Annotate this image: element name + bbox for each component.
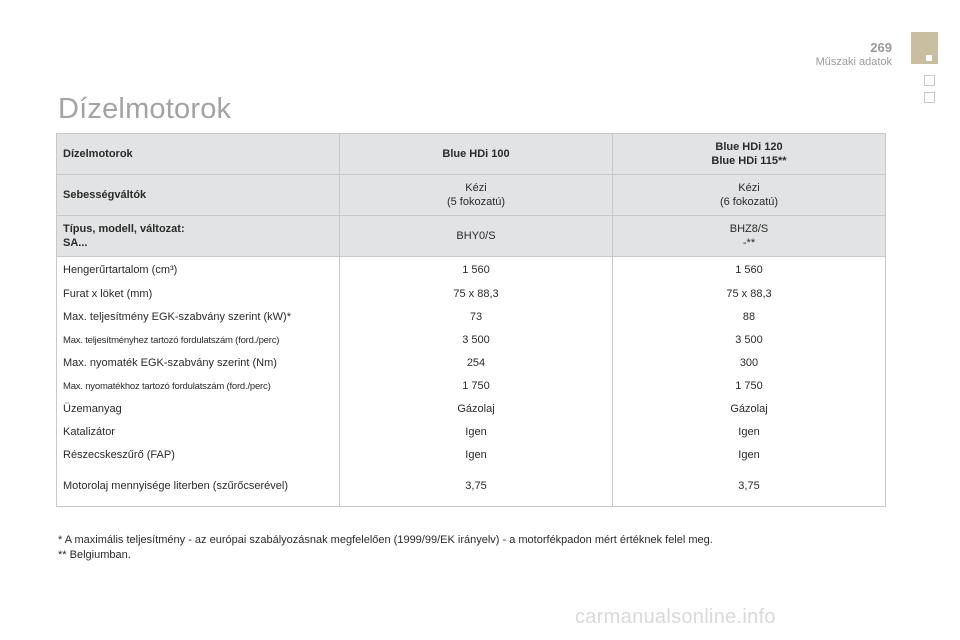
row-label: Üzemanyag — [57, 398, 340, 421]
row-value-bluehdi-120: 300 — [739, 357, 759, 369]
gearbox-bluehdi-120: Kézi (6 fokozatú) — [613, 175, 886, 216]
table-row — [57, 467, 886, 507]
row-value-bluehdi-100: 3,75 — [340, 467, 613, 507]
row-label: Max. nyomaték EGK-szabvány szerint (Nm) — [57, 352, 340, 375]
table-row — [57, 352, 886, 375]
document-title: Dízelmotorok — [58, 93, 232, 125]
gearbox-bluehdi-100: Kézi (5 fokozatú) — [340, 175, 613, 216]
row-value-bluehdi-100: 3 500 — [340, 329, 613, 352]
page-number: 269 — [870, 40, 892, 55]
row-value-bluehdi-100: 254 — [340, 352, 613, 375]
row-label: Motorolaj mennyisége literben (szűrőcserével) — [57, 467, 340, 507]
table-row — [57, 283, 886, 306]
footnote-belgium: ** Belgiumban. — [58, 549, 131, 561]
table-header-row — [57, 134, 886, 175]
row-value-bluehdi-120: Igen — [738, 449, 760, 461]
type-label: Típus, modell, változat: SA... — [57, 216, 340, 257]
table-row — [57, 375, 886, 398]
row-value-bluehdi-100: 1 560 — [340, 257, 613, 283]
row-label: Max. nyomatékhoz tartozó fordulatszám (ford./perc) — [57, 375, 340, 398]
row-value-bluehdi-120: Igen — [738, 426, 760, 438]
footnotes — [58, 533, 713, 563]
section-tab-active[interactable] — [911, 32, 938, 64]
table-row-type — [57, 216, 886, 257]
type-bluehdi-100: BHY0/S — [340, 216, 613, 257]
section-tab-3[interactable] — [924, 92, 935, 103]
diesel-spec-table — [56, 133, 886, 507]
row-label: Részecskeszűrő (FAP) — [57, 444, 340, 467]
table-row-gearbox — [57, 175, 886, 216]
row-value-bluehdi-100: 1 750 — [340, 375, 613, 398]
row-value-bluehdi-100: Gázolaj — [340, 398, 613, 421]
row-value-bluehdi-100: 75 x 88,3 — [340, 283, 613, 306]
row-value-bluehdi-120: 1 750 — [735, 380, 763, 392]
header-cell-bluehdi-100: Blue HDi 100 — [340, 134, 613, 175]
row-value-bluehdi-120: 3,75 — [738, 480, 760, 493]
section-tab-active-mark — [926, 55, 932, 61]
table-row — [57, 306, 886, 329]
row-label: Katalizátor — [57, 421, 340, 444]
row-value-bluehdi-120: 1 560 — [735, 263, 763, 276]
watermark-text: carmanualsonline.info — [575, 606, 776, 628]
table-row — [57, 329, 886, 352]
row-value-bluehdi-120: Gázolaj — [730, 403, 768, 415]
row-value-bluehdi-120: 75 x 88,3 — [726, 288, 772, 300]
row-label: Max. teljesítményhez tartozó fordulatszám (ford./perc) — [57, 329, 340, 352]
footnote-power: * A maximális teljesítmény - az európai szabályozásnak megfelelően (1999/99/EK irányelv) - a motorfékpadon mért értéknek felel meg. — [58, 534, 713, 546]
header-cell-bluehdi-120: Blue HDi 120 Blue HDi 115** — [613, 134, 886, 175]
table-row — [57, 421, 886, 444]
section-tab-2[interactable] — [924, 75, 935, 86]
header-cell-engine: Dízelmotorok — [57, 134, 340, 175]
row-label: Furat x löket (mm) — [57, 283, 340, 306]
row-value-bluehdi-100: Igen — [340, 444, 613, 467]
row-value-bluehdi-120: 3 500 — [735, 334, 763, 346]
row-value-bluehdi-100: 73 — [340, 306, 613, 329]
row-label: Max. teljesítmény EGK-szabvány szerint (kW)* — [57, 306, 340, 329]
row-label: Hengerűrtartalom (cm³) — [57, 257, 340, 283]
gearbox-label: Sebességváltók — [57, 175, 340, 216]
table-row — [57, 444, 886, 467]
table-row — [57, 257, 886, 283]
row-value-bluehdi-120: 88 — [742, 311, 756, 323]
type-bluehdi-120: BHZ8/S -** — [613, 216, 886, 257]
row-value-bluehdi-100: Igen — [340, 421, 613, 444]
table-row — [57, 398, 886, 421]
section-title: Műszaki adatok — [815, 56, 892, 68]
